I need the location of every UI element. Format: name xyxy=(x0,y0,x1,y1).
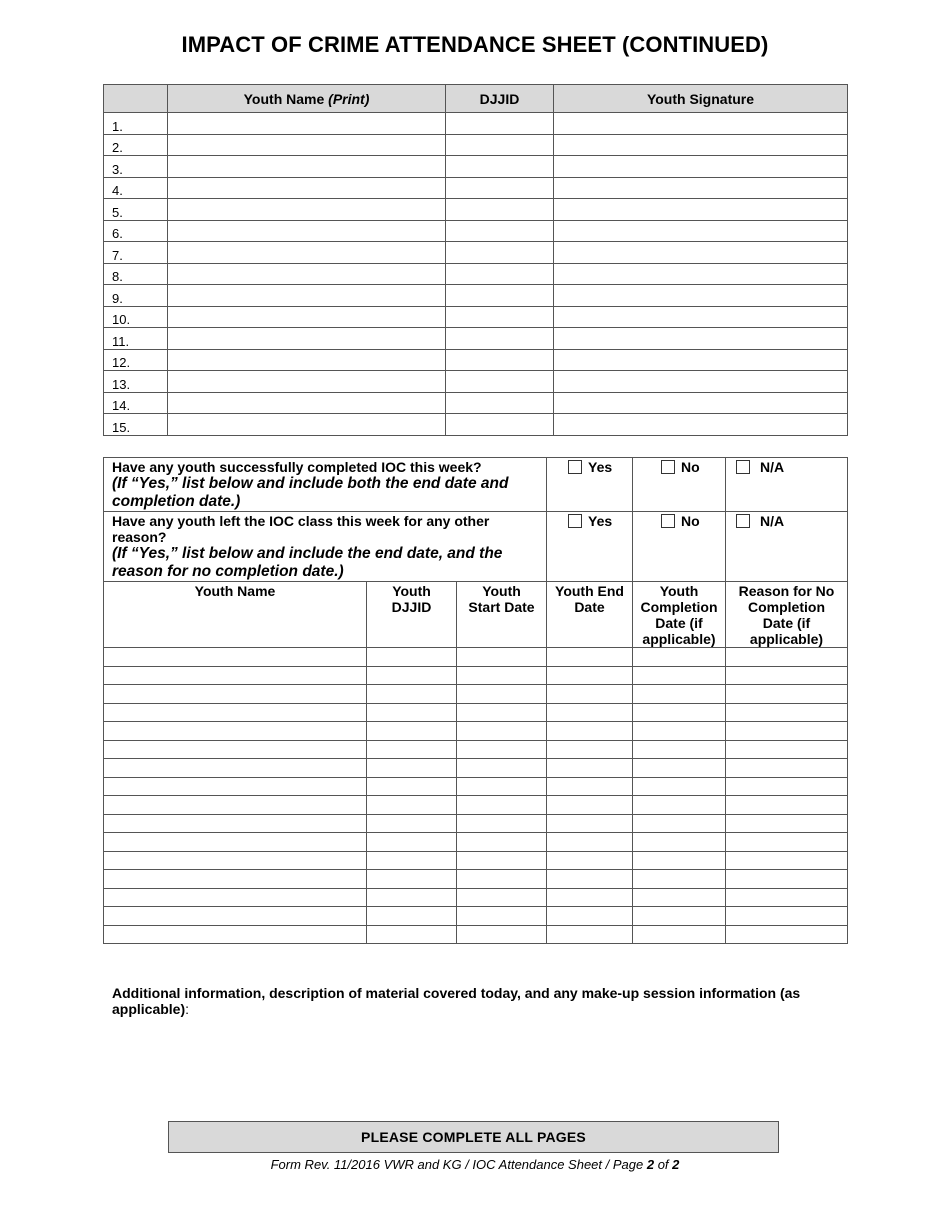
youth-signature-cell[interactable] xyxy=(554,156,848,178)
youth-name-cell[interactable] xyxy=(168,156,446,178)
question-completed-instruction: (If “Yes,” list below and include both the end date and completion date.) xyxy=(112,475,509,510)
row-number: 10. xyxy=(104,306,168,328)
header-youth-start-date: Youth Start Date xyxy=(457,582,547,648)
q1-no-label: No xyxy=(681,459,700,475)
complete-all-pages-banner: PLEASE COMPLETE ALL PAGES xyxy=(168,1121,779,1153)
djjid-cell[interactable] xyxy=(446,328,554,350)
footer-of: of xyxy=(654,1157,673,1172)
youth-djjid-cell[interactable] xyxy=(367,722,457,741)
youth-name-cell[interactable] xyxy=(104,703,367,722)
q1-na-option[interactable] xyxy=(726,458,848,512)
youth-name-cell[interactable] xyxy=(104,722,367,741)
row-number: 1. xyxy=(104,113,168,135)
youth-name-cell[interactable] xyxy=(168,306,446,328)
djjid-cell[interactable] xyxy=(446,263,554,285)
youth-name-cell[interactable] xyxy=(104,740,367,759)
reason-no-completion-cell[interactable] xyxy=(726,888,848,907)
attendance-row xyxy=(104,285,848,307)
completion-row xyxy=(104,814,848,833)
youth-signature-cell[interactable] xyxy=(554,199,848,221)
completion-row xyxy=(104,925,848,944)
completion-row xyxy=(104,666,848,685)
youth-end-date-cell[interactable] xyxy=(547,777,633,796)
q2-na-label: N/A xyxy=(760,513,785,529)
youth-djjid-cell[interactable] xyxy=(367,740,457,759)
additional-information-colon: : xyxy=(185,1001,190,1017)
youth-djjid-cell[interactable] xyxy=(367,814,457,833)
question-left-text: Have any youth left the IOC class this week for any other reason? xyxy=(112,513,490,545)
youth-name-cell[interactable] xyxy=(104,685,367,704)
youth-name-cell[interactable] xyxy=(104,833,367,852)
completion-row xyxy=(104,722,848,741)
youth-end-date-cell[interactable] xyxy=(547,685,633,704)
youth-completion-date-cell[interactable] xyxy=(633,796,726,815)
youth-end-date-cell[interactable] xyxy=(547,925,633,944)
attendance-row xyxy=(104,134,848,156)
youth-djjid-cell[interactable] xyxy=(367,759,457,778)
question-completed xyxy=(104,458,547,512)
youth-completion-date-cell[interactable] xyxy=(633,925,726,944)
q1-na-checkbox[interactable] xyxy=(736,460,750,474)
youth-start-date-cell[interactable] xyxy=(457,888,547,907)
reason-no-completion-cell[interactable] xyxy=(726,796,848,815)
completion-row xyxy=(104,833,848,852)
header-youth-name-label: Youth Name xyxy=(243,90,329,107)
youth-start-date-cell[interactable] xyxy=(457,703,547,722)
question-completed-text: Have any youth successfully completed IOC this week? xyxy=(112,459,482,475)
attendance-row xyxy=(104,414,848,436)
q1-no-checkbox[interactable] xyxy=(661,460,675,474)
djjid-cell[interactable] xyxy=(446,199,554,221)
youth-end-date-cell[interactable] xyxy=(547,870,633,889)
youth-completion-date-cell[interactable] xyxy=(633,907,726,926)
youth-signature-cell[interactable] xyxy=(554,392,848,414)
youth-signature-cell[interactable] xyxy=(554,263,848,285)
header-number xyxy=(104,85,168,113)
youth-completion-date-cell[interactable] xyxy=(633,703,726,722)
youth-start-date-cell[interactable] xyxy=(457,814,547,833)
attendance-header-row xyxy=(104,85,848,113)
youth-start-date-cell[interactable] xyxy=(457,666,547,685)
youth-name-cell[interactable] xyxy=(168,177,446,199)
attendance-row xyxy=(104,392,848,414)
youth-end-date-cell[interactable] xyxy=(547,740,633,759)
q1-yes-label: Yes xyxy=(588,459,613,475)
djjid-cell[interactable] xyxy=(446,156,554,178)
youth-completion-date-cell[interactable] xyxy=(633,870,726,889)
youth-signature-cell[interactable] xyxy=(554,177,848,199)
row-number: 2. xyxy=(104,134,168,156)
header-youth-name xyxy=(168,85,446,113)
youth-name-cell[interactable] xyxy=(104,888,367,907)
youth-djjid-cell[interactable] xyxy=(367,703,457,722)
youth-signature-cell[interactable] xyxy=(554,414,848,436)
youth-name-cell[interactable] xyxy=(168,349,446,371)
youth-signature-cell[interactable] xyxy=(554,242,848,264)
djjid-cell[interactable] xyxy=(446,285,554,307)
attendance-row xyxy=(104,371,848,393)
youth-signature-cell[interactable] xyxy=(554,328,848,350)
header-youth-completion-date: Youth Completion Date (if applicable) xyxy=(633,582,726,648)
attendance-row xyxy=(104,328,848,350)
youth-signature-cell[interactable] xyxy=(554,134,848,156)
youth-end-date-cell[interactable] xyxy=(547,814,633,833)
youth-signature-cell[interactable] xyxy=(554,113,848,135)
reason-no-completion-cell[interactable] xyxy=(726,907,848,926)
youth-end-date-cell[interactable] xyxy=(547,759,633,778)
youth-djjid-cell[interactable] xyxy=(367,907,457,926)
reason-no-completion-cell[interactable] xyxy=(726,925,848,944)
reason-no-completion-cell[interactable] xyxy=(726,685,848,704)
header-djjid: DJJID xyxy=(446,85,554,113)
q1-yes-option[interactable] xyxy=(547,458,633,512)
youth-start-date-cell[interactable] xyxy=(457,759,547,778)
completion-header-row xyxy=(104,582,848,648)
question-left xyxy=(104,512,547,582)
q1-na-label: N/A xyxy=(760,459,785,475)
youth-start-date-cell[interactable] xyxy=(457,870,547,889)
question-left-row xyxy=(104,512,848,582)
youth-end-date-cell[interactable] xyxy=(547,796,633,815)
youth-name-cell[interactable] xyxy=(104,759,367,778)
reason-no-completion-cell[interactable] xyxy=(726,722,848,741)
youth-start-date-cell[interactable] xyxy=(457,851,547,870)
row-number: 9. xyxy=(104,285,168,307)
youth-djjid-cell[interactable] xyxy=(367,925,457,944)
completion-row xyxy=(104,648,848,667)
attendance-row xyxy=(104,263,848,285)
youth-completion-date-cell[interactable] xyxy=(633,888,726,907)
q1-no-option[interactable] xyxy=(633,458,726,512)
reason-no-completion-cell[interactable] xyxy=(726,648,848,667)
youth-name-cell[interactable] xyxy=(168,242,446,264)
youth-start-date-cell[interactable] xyxy=(457,777,547,796)
youth-start-date-cell[interactable] xyxy=(457,796,547,815)
youth-djjid-cell[interactable] xyxy=(367,666,457,685)
header-youth-djjid: Youth DJJID xyxy=(367,582,457,648)
completion-row xyxy=(104,740,848,759)
attendance-row xyxy=(104,177,848,199)
question-left-instruction: (If “Yes,” list below and include the end date, and the reason for no completion date.) xyxy=(112,545,503,580)
youth-name-cell[interactable] xyxy=(168,285,446,307)
youth-end-date-cell[interactable] xyxy=(547,888,633,907)
youth-start-date-cell[interactable] xyxy=(457,740,547,759)
youth-djjid-cell[interactable] xyxy=(367,870,457,889)
reason-no-completion-cell[interactable] xyxy=(726,833,848,852)
youth-start-date-cell[interactable] xyxy=(457,685,547,704)
row-number: 7. xyxy=(104,242,168,264)
youth-start-date-cell[interactable] xyxy=(457,907,547,926)
attendance-row xyxy=(104,113,848,135)
reason-no-completion-cell[interactable] xyxy=(726,851,848,870)
row-number: 14. xyxy=(104,392,168,414)
completion-row xyxy=(104,703,848,722)
djjid-cell[interactable] xyxy=(446,306,554,328)
attendance-row xyxy=(104,156,848,178)
header-youth-name-2: Youth Name xyxy=(104,582,367,648)
completion-row xyxy=(104,759,848,778)
youth-djjid-cell[interactable] xyxy=(367,777,457,796)
youth-end-date-cell[interactable] xyxy=(547,703,633,722)
djjid-cell[interactable] xyxy=(446,392,554,414)
q2-yes-option[interactable] xyxy=(547,512,633,582)
question-completed-row xyxy=(104,458,848,512)
row-number: 4. xyxy=(104,177,168,199)
completion-row xyxy=(104,796,848,815)
attendance-row xyxy=(104,349,848,371)
row-number: 3. xyxy=(104,156,168,178)
youth-signature-cell[interactable] xyxy=(554,220,848,242)
youth-completion-date-cell[interactable] xyxy=(633,851,726,870)
q2-no-label: No xyxy=(681,513,700,529)
youth-end-date-cell[interactable] xyxy=(547,648,633,667)
youth-name-cell[interactable] xyxy=(104,777,367,796)
youth-name-cell[interactable] xyxy=(104,648,367,667)
completion-row xyxy=(104,777,848,796)
reason-no-completion-cell[interactable] xyxy=(726,666,848,685)
youth-name-cell[interactable] xyxy=(104,851,367,870)
youth-end-date-cell[interactable] xyxy=(547,833,633,852)
row-number: 15. xyxy=(104,414,168,436)
q2-no-option[interactable] xyxy=(633,512,726,582)
youth-end-date-cell[interactable] xyxy=(547,666,633,685)
youth-djjid-cell[interactable] xyxy=(367,685,457,704)
youth-name-cell[interactable] xyxy=(168,199,446,221)
youth-completion-date-cell[interactable] xyxy=(633,722,726,741)
youth-start-date-cell[interactable] xyxy=(457,722,547,741)
attendance-table xyxy=(103,84,848,436)
youth-djjid-cell[interactable] xyxy=(367,851,457,870)
youth-completion-date-cell[interactable] xyxy=(633,833,726,852)
q2-na-option[interactable] xyxy=(726,512,848,582)
completion-row xyxy=(104,851,848,870)
youth-signature-cell[interactable] xyxy=(554,371,848,393)
youth-end-date-cell[interactable] xyxy=(547,907,633,926)
reason-no-completion-cell[interactable] xyxy=(726,703,848,722)
completion-row xyxy=(104,888,848,907)
row-number: 5. xyxy=(104,199,168,221)
page-title: IMPACT OF CRIME ATTENDANCE SHEET (CONTINUED) xyxy=(181,32,769,57)
header-youth-end-date: Youth End Date xyxy=(547,582,633,648)
footer-prefix: Form Rev. 11/2016 VWR and KG / IOC Attendance Sheet / Page xyxy=(270,1157,647,1172)
youth-name-cell[interactable] xyxy=(104,907,367,926)
youth-djjid-cell[interactable] xyxy=(367,796,457,815)
djjid-cell[interactable] xyxy=(446,177,554,199)
completion-row xyxy=(104,685,848,704)
q2-na-checkbox[interactable] xyxy=(736,514,750,528)
youth-signature-cell[interactable] xyxy=(554,285,848,307)
djjid-cell[interactable] xyxy=(446,113,554,135)
completion-row xyxy=(104,870,848,889)
reason-no-completion-cell[interactable] xyxy=(726,814,848,833)
youth-completion-date-cell[interactable] xyxy=(633,666,726,685)
youth-completion-date-cell[interactable] xyxy=(633,648,726,667)
youth-completion-date-cell[interactable] xyxy=(633,685,726,704)
row-number: 11. xyxy=(104,328,168,350)
youth-djjid-cell[interactable] xyxy=(367,833,457,852)
youth-name-cell[interactable] xyxy=(104,814,367,833)
row-number: 12. xyxy=(104,349,168,371)
youth-signature-cell[interactable] xyxy=(554,349,848,371)
youth-name-cell[interactable] xyxy=(168,328,446,350)
youth-name-cell[interactable] xyxy=(168,134,446,156)
attendance-row xyxy=(104,220,848,242)
youth-djjid-cell[interactable] xyxy=(367,888,457,907)
additional-information-label: Additional information, description of material covered today, and any make-up session information (as applicable) xyxy=(112,985,801,1017)
row-number: 6. xyxy=(104,220,168,242)
youth-name-cell[interactable] xyxy=(168,414,446,436)
youth-completion-date-cell[interactable] xyxy=(633,814,726,833)
youth-completion-date-cell[interactable] xyxy=(633,740,726,759)
attendance-row xyxy=(104,199,848,221)
footer-page-number: 2 xyxy=(646,1157,655,1172)
youth-name-cell[interactable] xyxy=(104,796,367,815)
youth-signature-cell[interactable] xyxy=(554,306,848,328)
row-number: 13. xyxy=(104,371,168,393)
completion-row xyxy=(104,907,848,926)
youth-name-cell[interactable] xyxy=(168,392,446,414)
djjid-cell[interactable] xyxy=(446,220,554,242)
reason-no-completion-cell[interactable] xyxy=(726,777,848,796)
form-footer xyxy=(0,1157,950,1172)
attendance-row xyxy=(104,306,848,328)
youth-start-date-cell[interactable] xyxy=(457,648,547,667)
djjid-cell[interactable] xyxy=(446,349,554,371)
completion-table xyxy=(103,457,848,944)
header-reason-no-completion: Reason for No Completion Date (if applicable) xyxy=(726,582,848,648)
youth-name-cell[interactable] xyxy=(168,220,446,242)
header-youth-name-print: (Print) xyxy=(328,90,370,107)
q2-no-checkbox[interactable] xyxy=(661,514,675,528)
youth-end-date-cell[interactable] xyxy=(547,722,633,741)
youth-completion-date-cell[interactable] xyxy=(633,777,726,796)
youth-name-cell[interactable] xyxy=(104,870,367,889)
djjid-cell[interactable] xyxy=(446,414,554,436)
youth-end-date-cell[interactable] xyxy=(547,851,633,870)
row-number: 8. xyxy=(104,263,168,285)
header-youth-signature: Youth Signature xyxy=(554,85,848,113)
youth-start-date-cell[interactable] xyxy=(457,925,547,944)
attendance-row xyxy=(104,242,848,264)
djjid-cell[interactable] xyxy=(446,371,554,393)
reason-no-completion-cell[interactable] xyxy=(726,740,848,759)
additional-information xyxy=(112,985,832,1017)
youth-completion-date-cell[interactable] xyxy=(633,759,726,778)
footer-total-pages: 2 xyxy=(672,1157,680,1172)
q2-yes-checkbox[interactable] xyxy=(568,514,582,528)
youth-start-date-cell[interactable] xyxy=(457,833,547,852)
djjid-cell[interactable] xyxy=(446,242,554,264)
reason-no-completion-cell[interactable] xyxy=(726,759,848,778)
youth-name-cell[interactable] xyxy=(168,113,446,135)
reason-no-completion-cell[interactable] xyxy=(726,870,848,889)
youth-name-cell[interactable] xyxy=(168,263,446,285)
youth-name-cell[interactable] xyxy=(168,371,446,393)
q1-yes-checkbox[interactable] xyxy=(568,460,582,474)
youth-name-cell[interactable] xyxy=(104,925,367,944)
q2-yes-label: Yes xyxy=(588,513,613,529)
youth-djjid-cell[interactable] xyxy=(367,648,457,667)
youth-name-cell[interactable] xyxy=(104,666,367,685)
djjid-cell[interactable] xyxy=(446,134,554,156)
